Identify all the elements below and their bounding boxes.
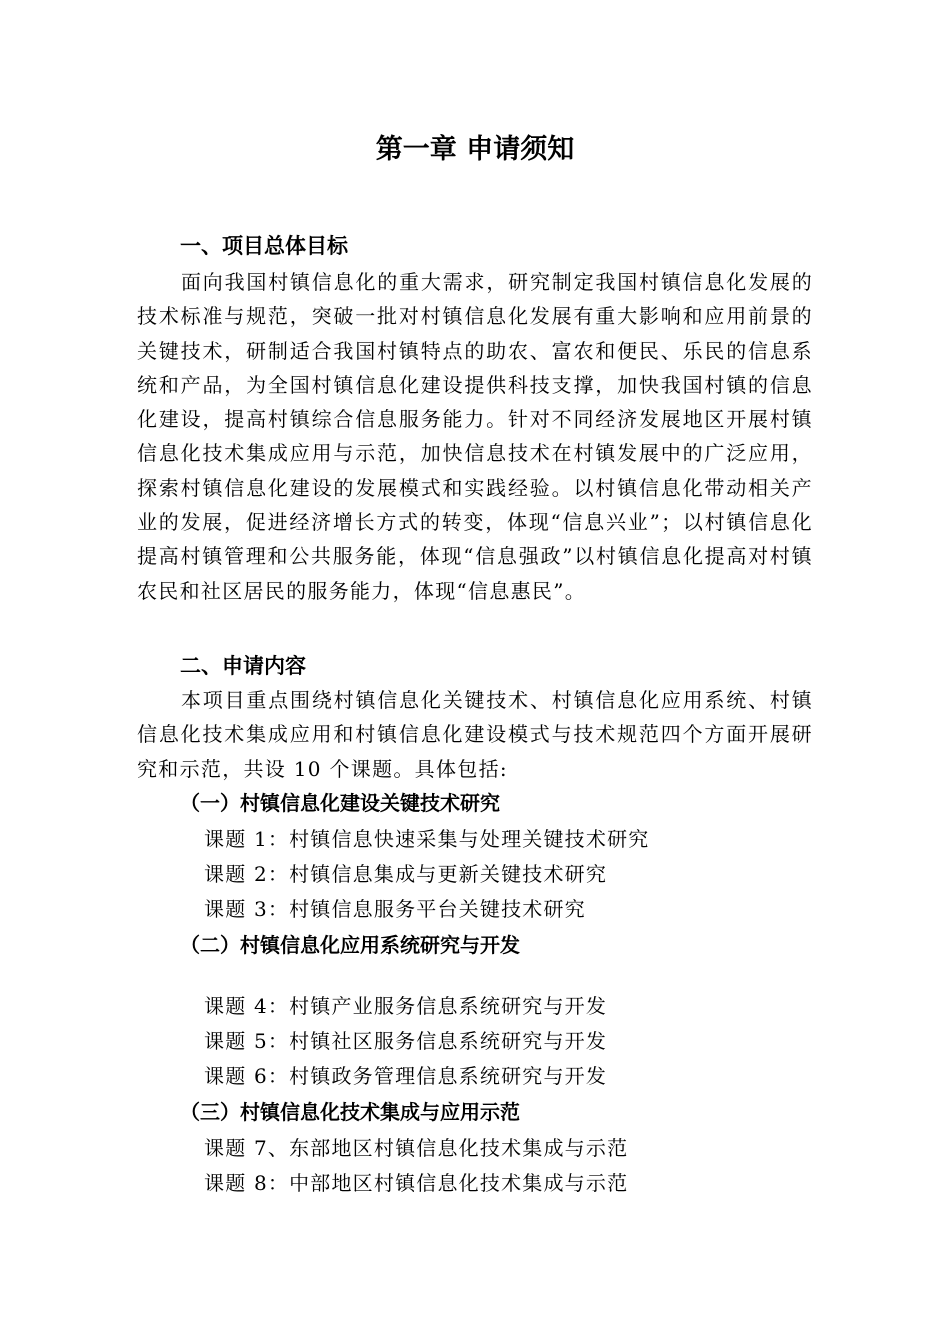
topic-item: 课题 6：村镇政务管理信息系统研究与开发 bbox=[204, 1064, 608, 1088]
subsection-heading-3: （三）村镇信息化技术集成与应用示范 bbox=[180, 1100, 520, 1124]
subsection-heading-1: （一）村镇信息化建设关键技术研究 bbox=[180, 791, 500, 815]
subsection-heading-2: （二）村镇信息化应用系统研究与开发 bbox=[180, 933, 520, 957]
topic-item: 课题 8：中部地区村镇信息化技术集成与示范 bbox=[204, 1171, 629, 1195]
topic-item: 课题 1：村镇信息快速采集与处理关键技术研究 bbox=[204, 827, 650, 851]
section-paragraph-application-content: 本项目重点围绕村镇信息化关键技术、村镇信息化应用系统、村镇信息化技术集成应用和村镇信息化建设模式与技术规范四个方面开展研究和示范，共设 10 个课题。具体包括: bbox=[137, 688, 813, 781]
chapter-title: 第一章 申请须知 bbox=[375, 134, 575, 165]
topic-item: 课题 3：村镇信息服务平台关键技术研究 bbox=[204, 897, 586, 921]
section-heading-project-goals: 一、项目总体目标 bbox=[180, 234, 348, 258]
section-paragraph-project-goals: 面向我国村镇信息化的重大需求，研究制定我国村镇信息化发展的技术标准与规范，突破一批对村镇信息化发展有重大影响和应用前景的关键技术，研制适合我国村镇特点的助农、富农和便民、乐民的信息系统和产品，为全国村镇信息化建设提供科技支撑，加快我国村镇的信息化建设，提高村镇综合信息服务能力。针对不同经济发展地区开展村镇信息化技术集成应用与示范，加快信息技术在村镇发展中的广泛应用，探索村镇信息化建设的发展模式和实践经验。以村镇信息化带动相关产业的发展，促进经济增长方式的转变，体现“信息兴业”；以村镇信息化提高村镇管理和公共服务能，体现“信息强政”以村镇信息化提高对村镇农民和社区居民的服务能力，体现“信息惠民”。 bbox=[137, 270, 813, 603]
topic-item: 课题 4：村镇产业服务信息系统研究与开发 bbox=[204, 994, 608, 1018]
topic-item: 课题 7、东部地区村镇信息化技术集成与示范 bbox=[204, 1136, 629, 1160]
section-heading-application-content: 二、申请内容 bbox=[180, 654, 306, 678]
topic-item: 课题 2：村镇信息集成与更新关键技术研究 bbox=[204, 862, 608, 886]
topic-item: 课题 5：村镇社区服务信息系统研究与开发 bbox=[204, 1029, 608, 1053]
